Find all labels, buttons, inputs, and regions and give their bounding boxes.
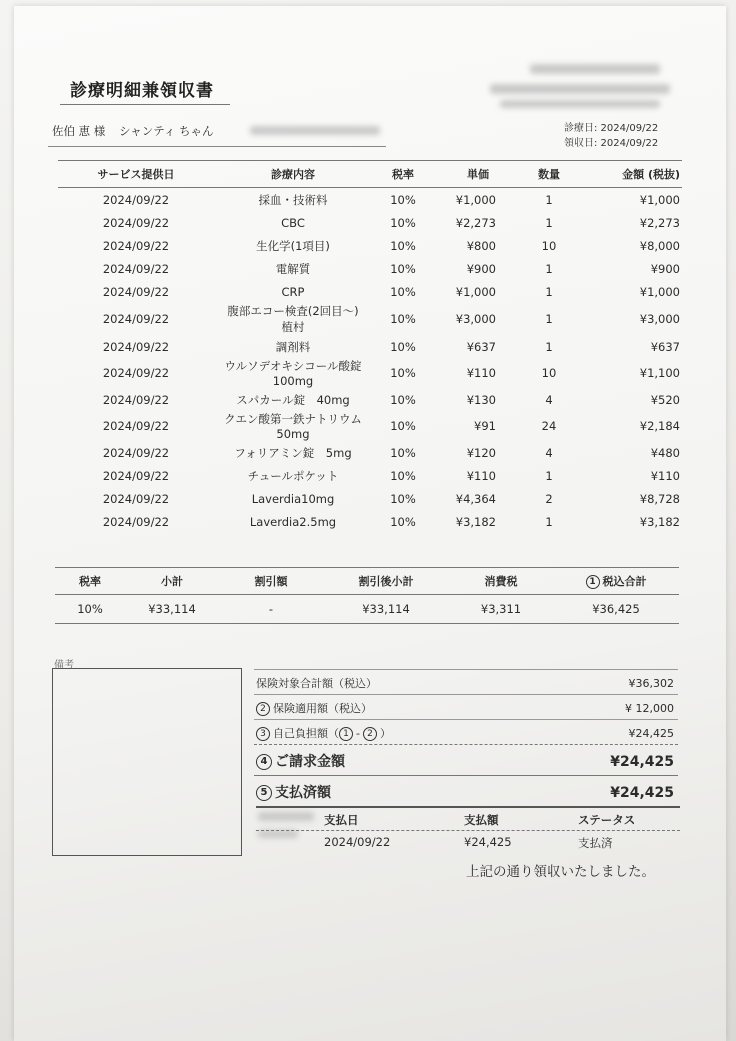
insurance-applied-label-wrap [256,700,372,716]
item-row [58,464,682,487]
item-amount: ¥520 [650,392,680,407]
paid-amount-row [254,775,678,806]
item-content-line: チュールポケット [247,468,339,483]
item-unit-price: ¥130 [466,392,496,407]
item-amount: ¥110 [650,468,680,483]
insurance-applied-label: 保険適用額（税込） [273,702,372,715]
patient-underline [48,146,386,147]
payment-status: 支払済 [578,836,613,850]
redacted-patient-id [250,126,380,135]
item-qty: 4 [545,445,553,460]
item-qty: 1 [545,312,553,326]
insured-total-label: 保険対象合計額（税込） [256,677,377,690]
circled-number: 1 [586,575,600,589]
circled-number: 1 [339,727,353,741]
item-tax-rate: 10% [390,468,416,483]
item-qty: 1 [545,284,553,299]
patient-line [52,123,223,139]
col-unit-price: 単価 [434,161,522,188]
item-row [58,510,682,533]
item-date: 2024/09/22 [102,238,170,253]
insurance-applied-row [254,694,678,719]
billing-summary [254,669,678,806]
item-qty: 1 [545,339,553,354]
item-row [58,388,682,411]
item-row [58,487,682,510]
item-row [58,234,682,257]
remarks-label: 備考 [54,660,74,671]
item-amount: ¥2,273 [639,215,680,230]
item-content [214,411,372,441]
billed-label-wrap [256,751,345,771]
insured-total-row [254,669,678,694]
tax-total-label: 税込合計 [602,575,647,588]
item-qty: 10 [541,238,557,253]
payment-row [256,831,680,853]
col-tax-rate: 税率 [372,161,434,188]
item-date: 2024/09/22 [102,366,170,380]
item-content-line: ウルソデオキシコール酸錠 [224,359,362,373]
item-date: 2024/09/22 [102,339,170,354]
item-qty: 10 [541,366,557,380]
remarks-box [52,668,242,856]
item-tax-rate: 10% [390,514,416,529]
item-unit-price: ¥3,000 [455,312,496,326]
tax-total-value: ¥36,425 [553,595,679,624]
item-amount: ¥1,000 [639,192,680,207]
item-row [58,303,682,335]
item-unit-price: ¥900 [466,261,496,276]
tax-summary-table [55,567,679,624]
payment-status-header: ステータス [578,813,636,827]
item-amount: ¥480 [650,445,680,460]
item-row [58,411,682,441]
item-row [58,335,682,358]
self-pay-label: 自己負担額（ [273,727,339,740]
item-tax-rate: 10% [390,445,416,460]
item-content-line2: 100mg [272,374,314,388]
col-date: サービス提供日 [58,161,214,188]
item-tax-rate: 10% [390,339,416,354]
paid-label: 支払済額 [275,785,331,801]
tax-rate-value: 10% [55,595,125,624]
item-content-line: 電解質 [275,261,311,276]
item-unit-price: ¥1,000 [455,192,496,207]
tax-col-total [553,568,679,595]
item-tax-rate: 10% [390,261,416,276]
item-content [214,441,372,464]
circled-number: 2 [256,702,270,716]
item-tax-rate: 10% [390,312,416,326]
pet-name: シャンティ ちゃん [118,124,214,138]
circled-number: 4 [256,754,272,770]
item-date: 2024/09/22 [102,312,170,326]
item-date: 2024/09/22 [102,491,170,506]
item-tax-rate: 10% [390,491,416,506]
item-unit-price: ¥120 [466,445,496,460]
item-content-line: フォリアミン錠 5mg [234,445,352,460]
item-date: 2024/09/22 [102,514,170,529]
item-content [214,234,372,257]
redacted-clinic-info [490,84,670,94]
item-content [214,303,372,335]
tax-col-consumption-tax: 消費税 [449,568,553,595]
self-pay-close: ） [379,727,391,740]
item-content [214,280,372,303]
col-amount: 金額 (税抜) [576,161,682,188]
paid-label-wrap [256,782,331,802]
item-amount: ¥900 [650,261,680,276]
after-discount-value: ¥33,114 [323,595,449,624]
items-table [58,160,682,533]
item-row [58,257,682,280]
dates-block [564,121,658,151]
tax-col-discount: 割引額 [219,568,323,595]
item-qty: 2 [545,491,553,506]
item-content [214,257,372,280]
item-content-line: CBC [281,215,305,230]
item-content [214,358,372,388]
item-content-line2: 植村 [281,320,305,334]
discount-value: - [219,595,323,624]
item-date: 2024/09/22 [102,468,170,483]
redacted-clinic-info [530,64,660,74]
item-date: 2024/09/22 [102,392,170,407]
item-amount: ¥2,184 [639,419,680,433]
item-unit-price: ¥800 [466,238,496,253]
item-row [58,358,682,388]
item-content-line: CRP [281,284,305,299]
item-row [58,441,682,464]
insured-total-value: ¥36,302 [628,677,674,690]
owner-name: 佐伯 恵 様 [52,124,106,138]
tax-header-row [55,568,679,595]
item-unit-price: ¥2,273 [455,215,496,230]
item-unit-price: ¥110 [466,366,496,380]
item-tax-rate: 10% [390,215,416,230]
items-header-row [58,161,682,188]
col-qty: 数量 [522,161,576,188]
item-unit-price: ¥3,182 [455,514,496,529]
subtotal-value: ¥33,114 [125,595,219,624]
item-content [214,188,372,212]
item-content-line: Laverdia2.5mg [249,514,337,529]
item-unit-price: ¥110 [466,468,496,483]
tax-value-row [55,595,679,624]
tax-col-subtotal: 小計 [125,568,219,595]
item-date: 2024/09/22 [102,445,170,460]
item-content-line: スパカール錠 40mg [236,392,350,407]
item-content [214,211,372,234]
item-date: 2024/09/22 [102,284,170,299]
item-qty: 1 [545,261,553,276]
closing-statement: 上記の通り領収いたしました。 [466,864,655,880]
tax-col-after-discount: 割引後小計 [323,568,449,595]
item-content [214,510,372,533]
circled-number: 2 [363,727,377,741]
tax-col-rate: 税率 [55,568,125,595]
title-underline [60,104,230,105]
item-tax-rate: 10% [390,366,416,380]
item-content [214,487,372,510]
payment-amount: ¥24,425 [464,835,512,849]
item-row [58,188,682,212]
item-qty: 1 [545,514,553,529]
billed-amount-row [254,744,678,775]
billed-label: ご請求金額 [275,754,345,770]
item-amount: ¥8,728 [639,491,680,506]
item-date: 2024/09/22 [102,419,170,433]
consumption-tax-value: ¥3,311 [449,595,553,624]
payment-header-row [256,808,680,831]
item-amount: ¥637 [650,339,680,354]
redacted-clinic-info [500,100,660,108]
insurance-applied-value: ¥ 12,000 [625,702,674,715]
item-content-line: Laverdia10mg [251,491,335,506]
item-amount: ¥3,182 [639,514,680,529]
items-body [58,188,682,534]
item-content-line: クエン酸第一鉄ナトリウム [224,412,362,426]
item-qty: 4 [545,392,553,407]
item-unit-price: ¥4,364 [455,491,496,506]
item-tax-rate: 10% [390,192,416,207]
paid-value: ¥24,425 [610,785,674,801]
payment-date-header: 支払日 [324,813,359,827]
item-content-line: 腹部エコー検査(2回目〜) [227,304,359,318]
item-qty: 24 [541,419,557,433]
item-content-line2: 50mg [276,427,310,441]
self-pay-minus: - [356,727,360,740]
item-unit-price: ¥1,000 [455,284,496,299]
item-tax-rate: 10% [390,419,416,433]
item-qty: 1 [545,192,553,207]
item-content [214,388,372,411]
item-qty: 1 [545,215,553,230]
item-date: 2024/09/22 [102,261,170,276]
item-content-line: 生化学(1項目) [256,238,330,253]
item-unit-price: ¥637 [466,339,496,354]
item-unit-price: ¥91 [474,419,496,433]
col-content: 診療内容 [214,161,372,188]
item-row [58,280,682,303]
treatment-date: 診療日: 2024/09/22 [564,123,659,134]
circled-number: 3 [256,727,270,741]
payment-amount-header: 支払額 [464,813,499,827]
item-qty: 1 [545,468,553,483]
item-tax-rate: 10% [390,392,416,407]
item-content-line: 採血・技術料 [258,192,328,207]
receipt-date: 領収日: 2024/09/22 [564,138,659,149]
item-date: 2024/09/22 [102,192,170,207]
item-amount: ¥8,000 [639,238,680,253]
self-pay-label-wrap [256,725,391,741]
circled-number: 5 [256,785,272,801]
self-pay-row [254,719,678,744]
payment-date: 2024/09/22 [324,835,391,849]
item-row [58,211,682,234]
item-content-line: 調剤料 [275,339,311,354]
item-tax-rate: 10% [390,238,416,253]
item-content [214,335,372,358]
item-amount: ¥1,100 [639,366,680,380]
item-date: 2024/09/22 [102,215,170,230]
item-amount: ¥3,000 [639,312,680,326]
document-title: 診療明細兼領収書 [70,81,214,101]
billed-value: ¥24,425 [610,754,674,770]
item-content [214,464,372,487]
payment-table [256,806,680,853]
item-tax-rate: 10% [390,284,416,299]
self-pay-value: ¥24,425 [628,727,674,740]
item-amount: ¥1,000 [639,284,680,299]
